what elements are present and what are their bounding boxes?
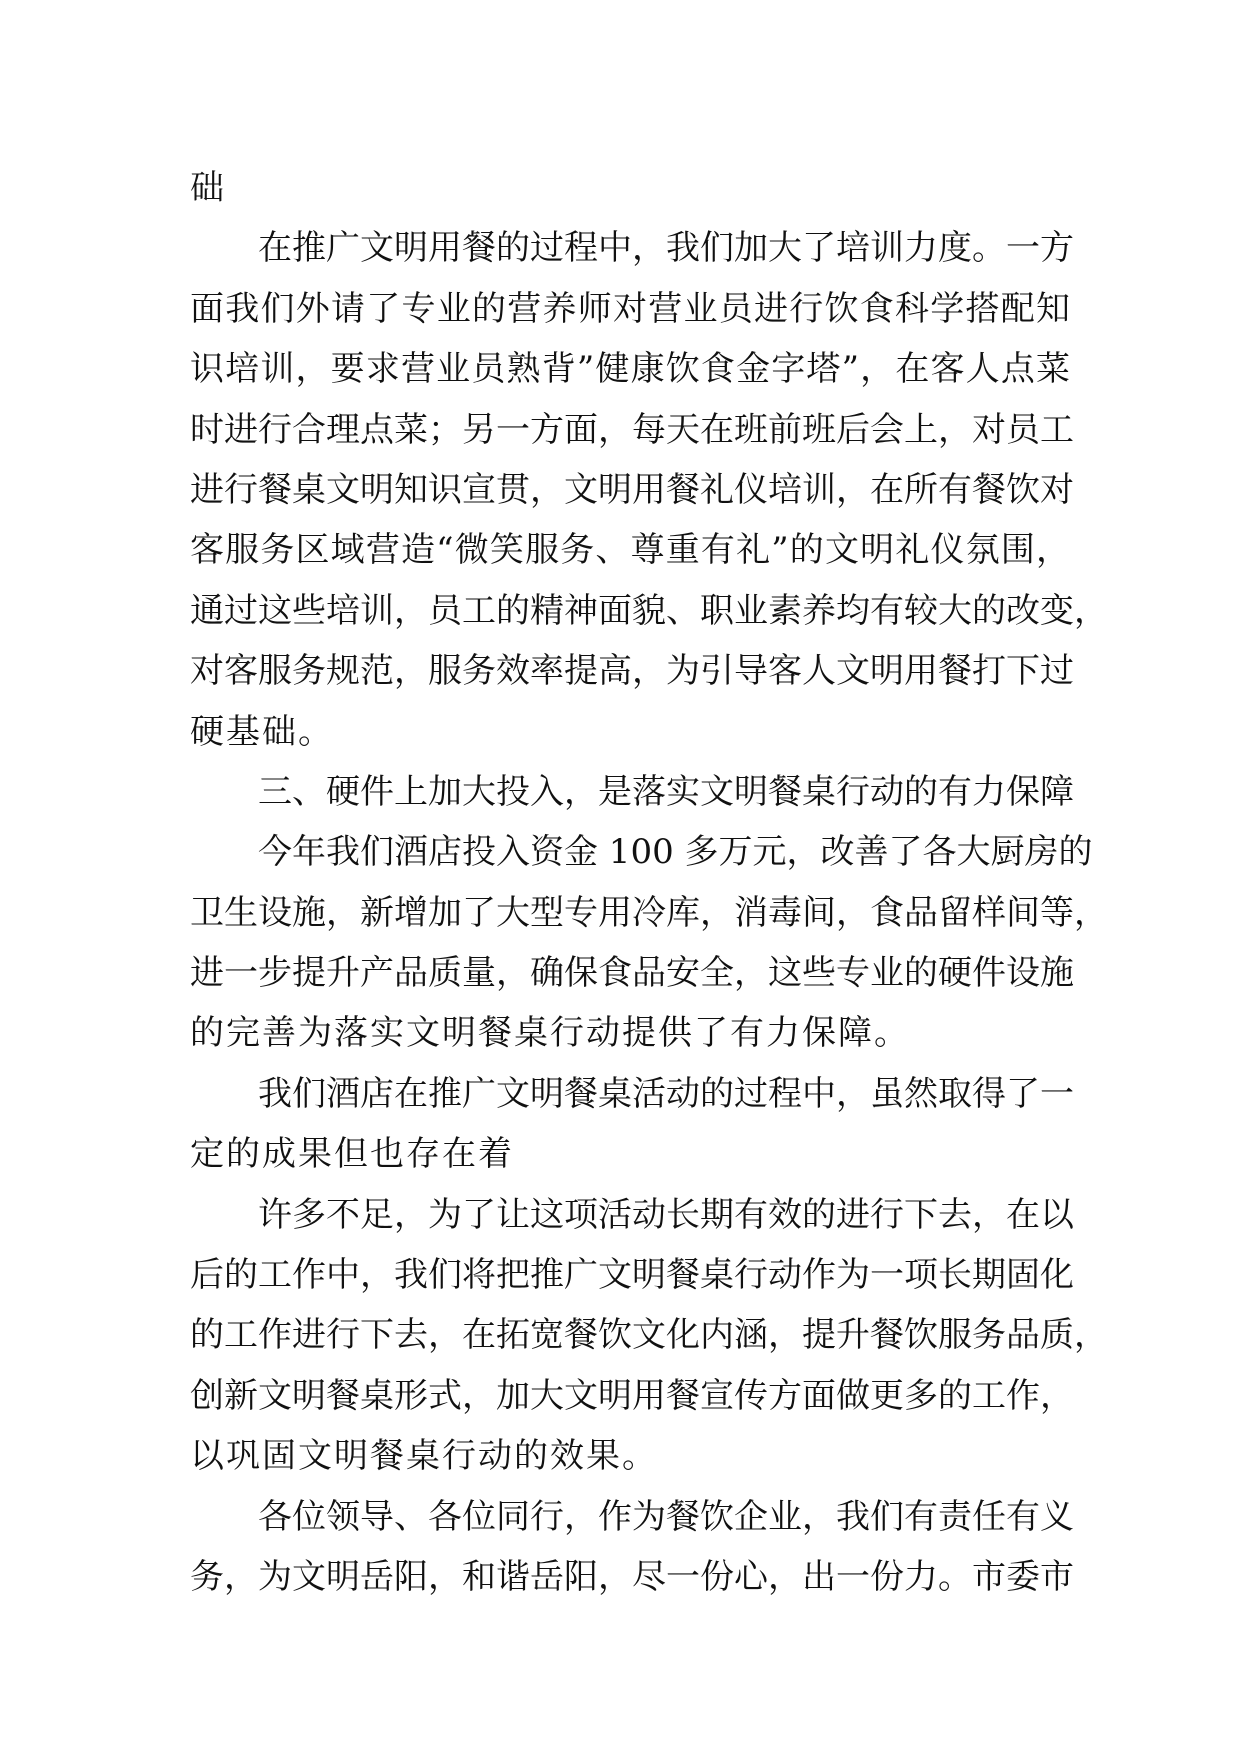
text-line: 卫生设施，新增加了大型专用冷库，消毒间，食品留样间等， <box>190 892 1108 933</box>
text-line: 定的成果但也存在着 <box>190 1134 514 1175</box>
text-line: 我们酒店在推广文明餐桌活动的过程中，虽然取得了一 <box>258 1073 1074 1114</box>
text-line: 务，为文明岳阳，和谐岳阳，尽一份心，出一份力。市委市 <box>190 1556 1074 1597</box>
text-line: 面我们外请了专业的营养师对营业员进行饮食科学搭配知 <box>190 288 1070 329</box>
text-line: 的工作进行下去，在拓宽餐饮文化内涵，提升餐饮服务品质， <box>190 1315 1108 1356</box>
text-line: 础 <box>190 168 226 208</box>
text-line: 后的工作中，我们将把推广文明餐桌行动作为一项长期固化 <box>190 1255 1074 1296</box>
text-line: 创新文明餐桌形式，加大文明用餐宣传方面做更多的工作， <box>190 1375 1074 1416</box>
text-line: 对客服务规范，服务效率提高，为引导客人文明用餐打下过 <box>190 651 1074 692</box>
text-line: 在推广文明用餐的过程中，我们加大了培训力度。一方 <box>258 228 1074 269</box>
text-line: 的完善为落实文明餐桌行动提供了有力保障。 <box>190 1013 910 1054</box>
text-line: 时进行合理点菜；另一方面，每天在班前班后会上，对员工 <box>190 409 1074 450</box>
text-line: 通过这些培训，员工的精神面貌、职业素养均有较大的改变， <box>190 590 1108 631</box>
text-line: 各位领导、各位同行，作为餐饮企业，我们有责任有义 <box>258 1496 1074 1537</box>
text-line: 硬基础。 <box>190 711 334 752</box>
text-line: 今年我们酒店投入资金 100 多万元，改善了各大厨房的 <box>258 832 1093 873</box>
text-line: 以巩固文明餐桌行动的效果。 <box>190 1436 658 1477</box>
text-line: 进行餐桌文明知识宣贯，文明用餐礼仪培训，在所有餐饮对 <box>190 469 1074 510</box>
text-line: 客服务区域营造“微笑服务、尊重有礼”的文明礼仪氛围， <box>190 530 1070 571</box>
document-body <box>190 158 1108 1607</box>
text-line: 识培训，要求营业员熟背”健康饮食金字塔”，在客人点菜 <box>190 349 1070 390</box>
text-line: 三、硬件上加大投入，是落实文明餐桌行动的有力保障 <box>258 771 1074 812</box>
text-line: 许多不足，为了让这项活动长期有效的进行下去，在以 <box>258 1194 1074 1235</box>
text-line: 进一步提升产品质量，确保食品安全，这些专业的硬件设施 <box>190 953 1074 994</box>
